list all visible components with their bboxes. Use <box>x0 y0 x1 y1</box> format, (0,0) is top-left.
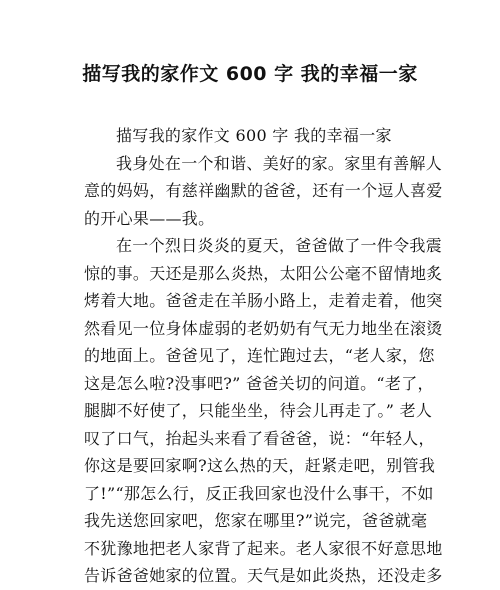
paragraph-line: 在一个烈日炎炎的夏天，爸爸做了一件令我震 <box>116 236 443 255</box>
paragraph-line: 叹了口气，抬起头来看了看爸爸，说：“年轻人， <box>84 428 435 448</box>
paragraph-line: 这是怎么啦?没事吧?” 爸爸关切的问道。“老了， <box>84 373 434 393</box>
paragraph-line: 我身处在一个和谐、美好的家。家里有善解人 <box>116 153 443 173</box>
paragraph-line: 惊的事。天还是那么炎热，太阳公公毫不留情地炙 <box>84 263 443 283</box>
paragraph-line: 烤着大地。爸爸走在羊肠小路上，走着走着，他突 <box>84 291 443 310</box>
paragraph-line: 的开心果——我。 <box>84 208 215 228</box>
paragraph-line: 告诉爸爸她家的位置。天气是如此炎热，还没走多 <box>84 566 443 585</box>
paragraph-line: 我先送您回家吧，您家在哪里?”说完，爸爸就毫 <box>84 511 428 530</box>
paragraph-line: 你这是要回家啊?这么热的天，赶紧走吧，别管我 <box>84 456 436 475</box>
body-subtitle-line: 描写我的家作文 600 字 我的幸福一家 <box>116 126 392 145</box>
paragraph-line: 腿脚不好使了，只能坐坐，待会儿再走了。” 老人 <box>84 401 433 420</box>
paragraph-line: 的地面上。爸爸见了，连忙跑过去，“老人家，您 <box>84 346 435 365</box>
paragraph-line: 不犹豫地把老人家背了起来。老人家很不好意思地 <box>84 538 443 558</box>
paragraph-line: 然看见一位身体虚弱的老奶奶有气无力地坐在滚烫 <box>84 318 443 338</box>
document-body <box>84 122 443 590</box>
paragraph-line: 了!”“那怎么行，反正我回家也没什么事干，不如 <box>84 483 434 503</box>
paragraph-line: 意的妈妈，有慈祥幽默的爸爸，还有一个逗人喜爱 <box>84 181 443 200</box>
document-title: 描写我的家作文 600 字 我的幸福一家 <box>82 63 418 85</box>
